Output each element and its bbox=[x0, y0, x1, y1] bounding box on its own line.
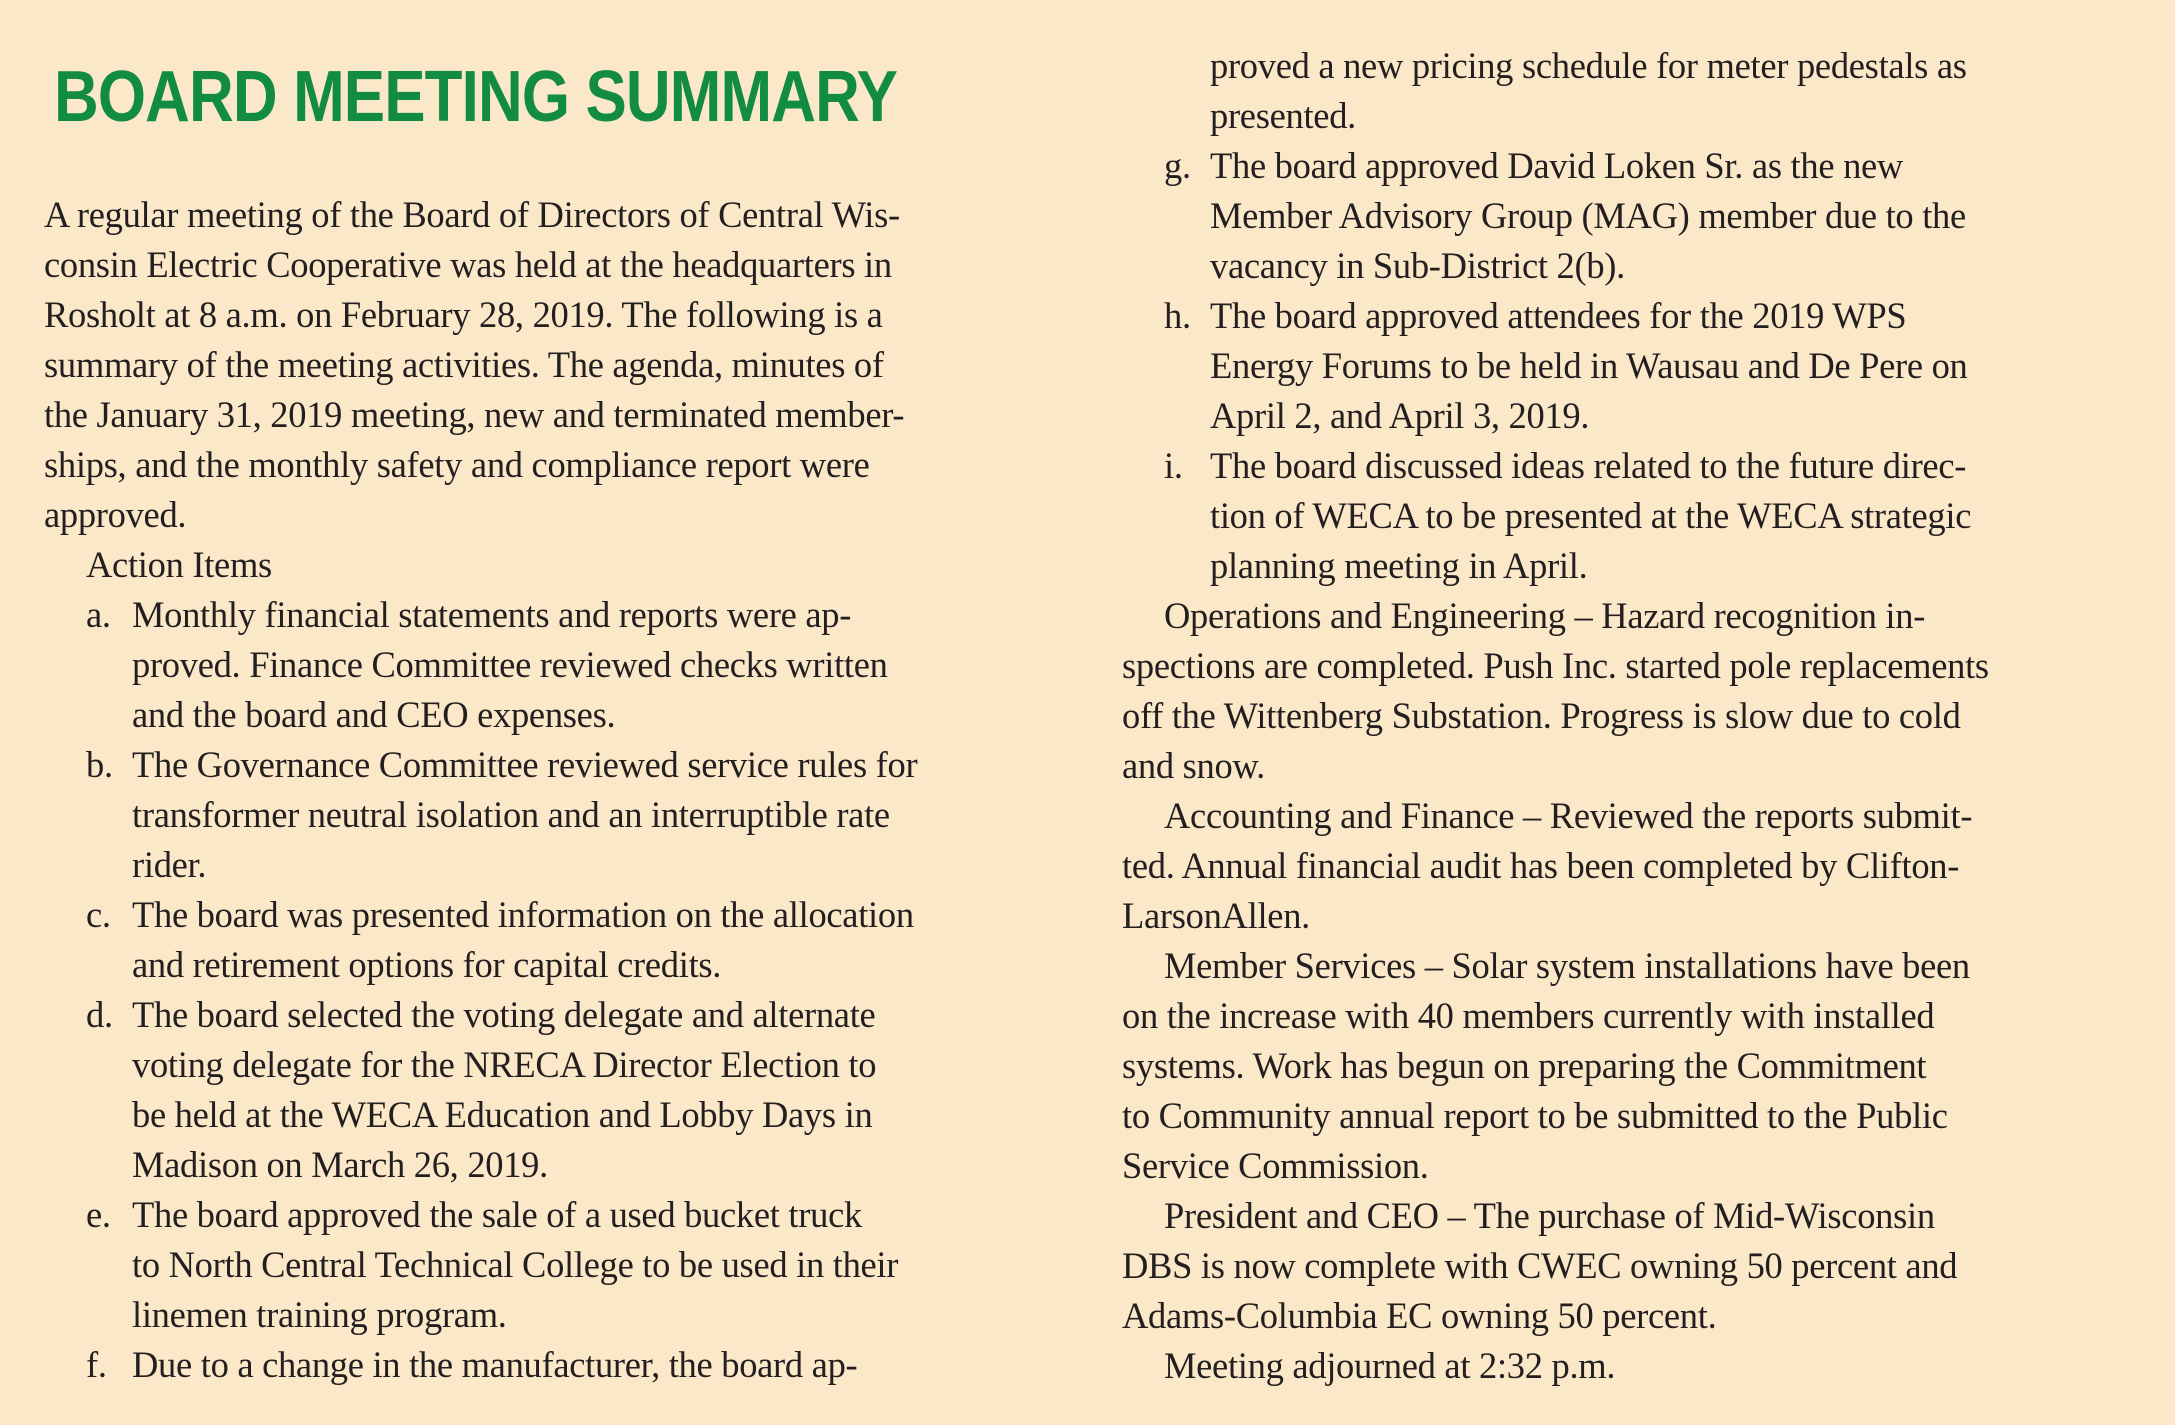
text-line: off the Wittenberg Substation. Progress is slow due to cold bbox=[1122, 695, 1961, 736]
text-line: on the increase with 40 members currently with installed bbox=[1122, 995, 1935, 1036]
text-line: LarsonAllen. bbox=[1122, 895, 1310, 936]
item-marker: a. bbox=[86, 594, 111, 635]
left-column bbox=[44, 190, 1074, 1390]
text-line: approved. bbox=[44, 494, 187, 535]
text-line: proved. Finance Committee reviewed checks written bbox=[132, 644, 888, 685]
action-item-d bbox=[44, 990, 1074, 1190]
text-line: to North Central Technical College to be used in their bbox=[132, 1244, 899, 1285]
text-line: Adams-Columbia EC owning 50 percent. bbox=[1122, 1295, 1717, 1336]
text-line: Operations and Engineering – Hazard recognition in- bbox=[1164, 595, 1926, 636]
text-line: The board approved the sale of a used bucket truck bbox=[132, 1194, 862, 1235]
action-item-g bbox=[1122, 141, 2152, 291]
adjournment-paragraph bbox=[1122, 1341, 2152, 1391]
text-line: summary of the meeting activities. The agenda, minutes of bbox=[44, 344, 884, 385]
text-line: transformer neutral isolation and an interruptible rate bbox=[132, 794, 890, 835]
text-line: Accounting and Finance – Reviewed the reports submit- bbox=[1164, 795, 1973, 836]
action-item-f bbox=[44, 1340, 1074, 1390]
action-item-f-continued bbox=[1122, 41, 2152, 141]
text-line: The board was presented information on the allocation bbox=[132, 894, 914, 935]
text-line: Meeting adjourned at 2:32 p.m. bbox=[1164, 1345, 1616, 1386]
right-column bbox=[1122, 41, 2152, 1391]
text-line: vacancy in Sub-District 2(b). bbox=[1210, 245, 1625, 286]
page-title: BOARD MEETING SUMMARY bbox=[54, 57, 898, 137]
text-line: ted. Annual financial audit has been completed by Clifton- bbox=[1122, 845, 1960, 886]
action-item-h bbox=[1122, 291, 2152, 441]
text-line: and retirement options for capital credits. bbox=[132, 944, 722, 985]
action-item-c bbox=[44, 890, 1074, 990]
text-line: Service Commission. bbox=[1122, 1145, 1429, 1186]
intro-paragraph bbox=[44, 190, 1074, 540]
text-line: to Community annual report to be submitted to the Public bbox=[1122, 1095, 1948, 1136]
president-ceo-paragraph bbox=[1122, 1191, 2152, 1341]
action-item-b bbox=[44, 740, 1074, 890]
text-line: President and CEO – The purchase of Mid-Wisconsin bbox=[1164, 1195, 1935, 1236]
text-line: ships, and the monthly safety and compliance report were bbox=[44, 444, 870, 485]
item-marker: d. bbox=[86, 994, 113, 1035]
text-line: Madison on March 26, 2019. bbox=[132, 1144, 548, 1185]
text-line: Member Services – Solar system installations have been bbox=[1164, 945, 1970, 986]
operations-paragraph bbox=[1122, 591, 2152, 791]
text-line: and snow. bbox=[1122, 745, 1265, 786]
text-line: be held at the WECA Education and Lobby Days in bbox=[132, 1094, 873, 1135]
text-line: Due to a change in the manufacturer, the board ap- bbox=[132, 1344, 858, 1385]
text-line: rider. bbox=[132, 844, 207, 885]
text-line: systems. Work has begun on preparing the Commitment bbox=[1122, 1045, 1927, 1086]
text-line: April 2, and April 3, 2019. bbox=[1210, 395, 1590, 436]
text-line: proved a new pricing schedule for meter pedestals as bbox=[1210, 45, 1967, 86]
text-line: consin Electric Cooperative was held at the headquarters in bbox=[44, 244, 892, 285]
item-marker: g. bbox=[1164, 145, 1191, 186]
item-marker: i. bbox=[1164, 445, 1183, 486]
text-line: The board discussed ideas related to the future direc- bbox=[1210, 445, 1967, 486]
accounting-paragraph bbox=[1122, 791, 2152, 941]
text-line: The board selected the voting delegate and alternate bbox=[132, 994, 876, 1035]
text-line: A regular meeting of the Board of Directors of Central Wis- bbox=[44, 194, 900, 235]
text-line: planning meeting in April. bbox=[1210, 545, 1588, 586]
text-line: Member Advisory Group (MAG) member due to the bbox=[1210, 195, 1966, 236]
text-line: Monthly financial statements and reports were ap- bbox=[132, 594, 852, 635]
text-line: and the board and CEO expenses. bbox=[132, 694, 616, 735]
item-marker: e. bbox=[86, 1194, 111, 1235]
action-item-i bbox=[1122, 441, 2152, 591]
text-line: The Governance Committee reviewed service rules for bbox=[132, 744, 918, 785]
item-marker: h. bbox=[1164, 295, 1191, 336]
text-line: Rosholt at 8 a.m. on February 28, 2019. The following is a bbox=[44, 294, 883, 335]
text-line: DBS is now complete with CWEC owning 50 percent and bbox=[1122, 1245, 1958, 1286]
item-marker: b. bbox=[86, 744, 113, 785]
action-item-e bbox=[44, 1190, 1074, 1340]
action-item-a bbox=[44, 590, 1074, 740]
text-line: tion of WECA to be presented at the WECA strategic bbox=[1210, 495, 1972, 536]
action-items-heading: Action Items bbox=[86, 544, 272, 585]
text-line: presented. bbox=[1210, 95, 1356, 136]
text-line: Energy Forums to be held in Wausau and De Pere on bbox=[1210, 345, 1968, 386]
text-line: spections are completed. Push Inc. started pole replacements bbox=[1122, 645, 1989, 686]
text-line: The board approved attendees for the 2019 WPS bbox=[1210, 295, 1907, 336]
text-line: voting delegate for the NRECA Director Election to bbox=[132, 1044, 877, 1085]
text-line: the January 31, 2019 meeting, new and terminated member- bbox=[44, 394, 905, 435]
member-services-paragraph bbox=[1122, 941, 2152, 1191]
text-line: The board approved David Loken Sr. as the new bbox=[1210, 145, 1903, 186]
item-marker: f. bbox=[86, 1344, 107, 1385]
text-line: linemen training program. bbox=[132, 1294, 507, 1335]
item-marker: c. bbox=[86, 894, 111, 935]
